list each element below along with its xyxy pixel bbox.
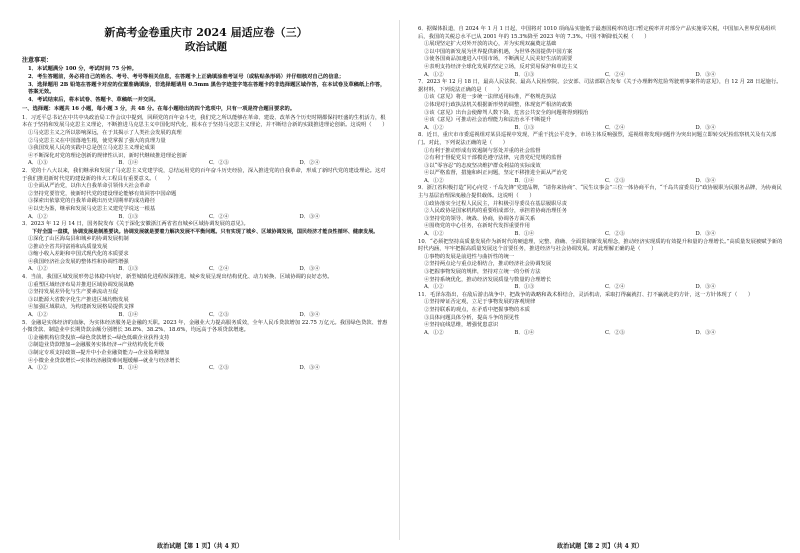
question-statement: ④以史为鉴，继承和发展马克思主义建党学说这一根基 [28, 205, 156, 212]
question-statement: ③坚持党的领导、统战、协商，协调各方面关系 [424, 215, 536, 222]
question-stem: 8．近日，重庆市市委巡视组对某县巡视中发现，严重干扰公平竞争，市场主体反响强烈，巡视组将发现问题作为突出问题立即转交纪检监察机关及有关部门。对此，下列说法正确的是（ ） [418, 132, 777, 146]
answer-option[interactable]: D．③④ [299, 312, 320, 319]
question-statement: ④表明支持经济全球化发展的坚定立场，反对贸易保护和单边主义 [424, 63, 578, 70]
note-item: 2．考生答题前，务必将自己的姓名、考号、考号等相关信息，在答题卡上正确填涂准考证号（或粘贴条形码）并仔细核对自己的信息； [28, 73, 345, 80]
answer-option[interactable]: A．①② [424, 124, 444, 131]
note-item: 4．考试结束后，将本试卷、答题卡、草稿纸一并交回。 [28, 97, 159, 104]
question [22, 115, 390, 168]
question-statement: ①坚持辩证否定观，立足于事物发展的客观规律 [424, 299, 536, 306]
answer-option[interactable]: C．②③ [209, 365, 229, 372]
answer-option[interactable]: B．①④ [514, 177, 535, 184]
question-statement: ④小微企业贷款增长→实体经济融资难问题缓解→就业与经济增长 [28, 357, 180, 364]
question-statement: ②推动全省共同富裕和高质量发展 [28, 243, 108, 250]
question-statement: ②坚持两点论与重点论相结合，推动经济社会协调发展 [424, 261, 552, 268]
answer-option[interactable]: A．①③ [28, 160, 48, 167]
question [418, 185, 786, 238]
answer-option[interactable]: D．③④ [299, 365, 320, 372]
question-stem: 7．2023 年 12 月 18 日，最高人民法院、最高人民检察院、公安部、司法部联合发布《关于办理醉驾危险驾驶刑事案件的意见》，自 12 月 28 日起施行。据材料，下列说法正确的是（ ） [418, 79, 782, 93]
question-statement: ②坚持发展差异化与生产要素流动互促 [28, 289, 119, 296]
notes-heading: 注意事项： [22, 57, 53, 64]
answer-option[interactable]: D．③④ [695, 124, 716, 131]
answer-option[interactable]: D．③④ [299, 266, 320, 273]
answer-option[interactable]: D．③④ [695, 231, 716, 238]
question-statement: ①有利于推动形成有效遏制与惩处并重的社会监督 [424, 147, 541, 154]
question-statement: ②制造业贷款增加→金融服务实体经济→产业结构优化升级 [28, 342, 165, 349]
answer-options [22, 266, 390, 274]
subject-title: 政治试题 [185, 41, 227, 53]
question-statement: ④不断深化对党的理论创新的规律性认识，新时代继续推进理论创新 [28, 152, 187, 159]
question-statement: ①马克思主义之所以影响深远，在于其揭示了人类社会发展的真理 [28, 129, 182, 136]
answer-option[interactable]: A．①② [424, 329, 444, 336]
answer-options [22, 160, 390, 168]
question-statement: ③以能源大省数字化生产推进区域均衡发展 [28, 296, 129, 303]
answer-option[interactable]: A．①② [28, 312, 48, 319]
answer-option[interactable]: C．②④ [605, 124, 625, 131]
question-statement: ①重塑区域经济布局并推进区域协调发展战略 [28, 281, 134, 288]
question-statement: ①金融机构信贷投放→绿色贷款增长→绿色低碳企业获得支持 [28, 334, 170, 341]
answer-option[interactable]: A．①② [28, 266, 48, 273]
answer-option[interactable]: D．③④ [695, 284, 716, 291]
question-statement: ③使各国商品加速进入中国市场，不断满足人民美好生活的需要 [424, 56, 573, 63]
question-stem: 2．党的十八大以来，我们继承和发展了马克思主义党建学说，总结运用党的百年奋斗历史经验，深入推进党的自我革命，形成了新时代党的建设理论。这对于我们推进新时代党的建设新的伟大工程具有重要意义。（ ） [22, 167, 386, 182]
answer-option[interactable]: A．①② [424, 231, 444, 238]
question [418, 239, 786, 292]
question-statement: ③把握事物发展的规律，坚持对立统一的分析方法 [424, 269, 541, 275]
question-statement: ②坚持联系的观点，在矛盾中把握事物的本质 [424, 306, 530, 313]
right-question-list [418, 26, 786, 337]
question-statement: ④以严格监督，措施和纠正问题，坚定不移推进全面从严治党 [424, 170, 568, 177]
answer-option[interactable]: C．②④ [209, 213, 229, 220]
answer-option[interactable]: B．①④ [118, 312, 139, 319]
answer-options [418, 231, 786, 239]
question-statement: ③具体问题具体分析，提高斗争的预见性 [424, 314, 520, 321]
question-stem: 6．据媒体报道，自 2024 年 1 月 1 日起，中国将对 1010 项商品实施低于最惠国税率的进口暂定税率并对部分产品实施零关税，中国加入世界贸易组织后，我国的关税总水平已从 2001 年的 15.3%降至 2023 年的 7.3%。中国不断降低关税（ ） [418, 26, 776, 40]
question-statement: ②体现对行政执法机关根据新形势的调整，体现宽严相济的政策 [424, 101, 573, 108]
question-stem: 1．习近平总书记在中共中央政治局工作会议中提到，回顾党的百年奋斗史，我们党之所以能够在革命、建设、改革各个历史时期都保持旺盛的生机活力，根本在于坚持和发展马克思主义理论，不断推进马克思主义中国化时代化，根本在于坚持马克思主义理论，并不断结合新的实践推进理论创新。这说明（ ） [22, 114, 388, 129]
question [418, 26, 786, 79]
answer-option[interactable]: C．②④ [605, 71, 625, 78]
answer-option[interactable]: B．①④ [514, 231, 535, 238]
answer-option[interactable]: A．①② [424, 71, 444, 78]
question-statement: ①全面从严治党，以伟大自我革命引领伟大社会革命 [28, 183, 150, 190]
question-statement: ②人民政协是国家机构的重要组成部分，承担着协商治理任务 [424, 208, 568, 215]
answer-option[interactable]: B．①③ [514, 124, 535, 131]
exam-title: 新高考金卷重庆市 2024 届适应卷（三） [104, 26, 308, 39]
notes-list [22, 66, 390, 105]
question-statement: ③制定专项支持政策→提升中小企业融资能力→企业盈利增加 [28, 350, 170, 356]
question-statement: ④围绕党的中心任务，在新时代发挥重要作用 [424, 223, 530, 230]
question-statement: ①事物的发展是前进性与曲折性的统一 [424, 253, 515, 260]
question-statement: ②坚持党要管党，使新时代党的建设理论能够有效回答中国命题 [28, 190, 177, 197]
question-statement: ①展现坚定扩大对外开放的决心，并为实现双赢奠定基础 [424, 41, 557, 48]
answer-option[interactable]: A．①② [424, 177, 444, 184]
answer-option[interactable]: D．③④ [299, 213, 320, 220]
question-statement: ④坚持底线思维，增强忧患意识 [424, 322, 499, 329]
answer-option[interactable]: C．②③ [209, 160, 229, 167]
question-statement: ②以中国的新发展为世界提供新机遇，为世界各国提供中国方案 [424, 48, 573, 55]
question-stem: 3．2023 年 12 月 14 日，国务院发布《关于深化安徽浙江两省省直城乡区域协调发展的意见》。 [22, 221, 249, 228]
question [418, 79, 786, 132]
answer-option[interactable]: A．①② [28, 365, 48, 372]
question-statement: ②马克思主义在中国落地生根，使党掌握了强大的真理力量 [28, 137, 166, 144]
question-statement: ①深化了山区海岛县和城乡的协调发展机制 [28, 236, 129, 243]
answer-option[interactable]: A．①② [424, 284, 444, 291]
question-statement: ①政协落实全过程人民民主，并积极引导委员在基层履职尽责 [424, 200, 568, 207]
question [22, 168, 390, 221]
answer-option[interactable]: C．②③ [605, 177, 625, 184]
question-quote: 下好全国一盘棋，协调发展是制胜要诀。协调发展就是要着力解决发展不平衡问题。只有实现了城乡、区域协调发展，国民经济才能良性循环、健康发展。 [32, 228, 379, 235]
answer-option[interactable]: B．①③ [118, 213, 139, 220]
answer-options [22, 214, 390, 222]
answer-option[interactable]: C．②③ [605, 231, 625, 238]
question-statement: ③该《意见》出台会使醉驾人数下降，危害公共安全的问题将得到根治 [424, 109, 589, 116]
question-stem: 9．浙江省积极打造“同心向党 · 千岛先锋”党建品牌，“请你来协商”、“民生议事会”三位一体协商平台，“千岛共富委员行”政协履职为民服务品牌，为协商民主与基层治理深度融合提供载体。这说明（ ） [418, 185, 782, 200]
answer-option[interactable]: B．①④ [514, 329, 535, 336]
question [22, 221, 390, 274]
note-item: 1．本试题满分 100 分，考试时间 75 分钟。 [28, 66, 137, 72]
question-statement: ④加强区域联动，为构建新发展格局提供支撑 [28, 304, 134, 311]
answer-options [418, 330, 786, 338]
note-item: 3．选择题用 2B 铅笔在答题卡对应的位置准确填涂，非选择题请用 0.5mm 黑色字迹签字笔在答题卡的非选择题区域作答，在本试卷及草稿纸上作答，答案无效。 [28, 81, 386, 96]
answer-option[interactable]: B．①④ [118, 160, 139, 167]
question-stem: 10．“必须把坚持高质量发展作为新时代的硬道理，完整、准确、全面贯彻新发展理念，推动经济实现质的有效提升和量的合理增长。”高质量发展被赋予新的时代内涵，牢牢把握高质量发展这个首要任务，推进经济与社会协调发展。对此理解正确的是（ ） [418, 238, 783, 253]
question [22, 274, 390, 320]
answer-option[interactable]: D．③④ [695, 177, 716, 184]
part-one-heading: 一、选择题：本题共 16 小题，每小题 3 分，共 48 分。在每小题给出的四个选项中，只有一项是符合题目要求的。 [22, 105, 296, 112]
question [22, 320, 390, 373]
question-statement: ④坚持系统优化，推动经济发展质量与数量的合理增长 [424, 276, 552, 283]
question-statement: ③缩小收入差距和中国式现代化的本质要求 [28, 251, 129, 258]
question-statement: ④我国经济社会发展的整体性和协调性增强 [28, 258, 129, 265]
question-stem: 11．毛泽东指出，在敌后游击战争中，把战争的战略和战术相结合，灵活机动，采取打得赢就打、打不赢就走的方针，这一方针体现了（ ） [418, 291, 754, 298]
answer-options [22, 312, 390, 320]
answer-option[interactable]: B．①④ [118, 365, 139, 372]
question [418, 132, 786, 185]
question-statement: ①该《意见》将进一步统一法律适用标准，严格规范执法 [424, 94, 557, 101]
left-question-list [22, 115, 390, 373]
answer-option[interactable]: C．②③ [605, 329, 625, 336]
answer-option[interactable]: B．①③ [118, 266, 139, 273]
answer-options [22, 365, 390, 373]
answer-options [418, 284, 786, 292]
answer-option[interactable]: C．②③ [209, 312, 229, 319]
answer-option[interactable]: D．②④ [299, 160, 320, 167]
answer-option[interactable]: C．②④ [209, 266, 229, 273]
answer-option[interactable]: B．①③ [514, 71, 535, 78]
answer-option[interactable]: D．③④ [695, 329, 716, 336]
page-right [400, 0, 800, 553]
page-footer-left: 政治试题【第 1 页】（共 4 页） [157, 543, 243, 550]
question [418, 292, 786, 338]
question-statement: ③探索出依靠党的自我革命跳出历史周期率的成功路径 [28, 198, 156, 205]
question-statement: ②有利于督促党员干部模范遵守法律，完善党纪党规的监督 [424, 155, 562, 162]
answer-option[interactable]: A．①② [28, 213, 48, 220]
question-stem: 5．金融是实体经济的血脉，为实体经济服务是金融的天职。2023 年，金融业大力提高服务质效，全年人民币贷款增加 22.75 万亿元。我国绿色贷款、普惠小微贷款、制造业中长期贷款余额分别增长 36.8%、38.2%、18.6%，均远高于各项贷款增速。 [22, 319, 388, 334]
answer-option[interactable]: B．①③ [514, 284, 535, 291]
answer-option[interactable]: C．②④ [605, 284, 625, 291]
page-footer-right: 政治试题【第 2 页】（共 4 页） [557, 543, 643, 550]
answer-option[interactable]: D．③④ [695, 71, 716, 78]
question-statement: ④该《意见》可推动社会治理能力和法治水平不断提升 [424, 117, 552, 124]
question-statement: ③以“零容忍”的态度坚决维护群众利益的实际成效 [424, 162, 541, 169]
question-stem: 4．当前，我国区域发展形势总体稳中向好，新型城镇化进程纵深推进。城乡发展呈现出结构优化、动力转换、区域协调的良好态势。 [22, 274, 333, 281]
question-statement: ③我国发展人民的实践中总是创立马克思主义理论成果 [28, 145, 156, 152]
